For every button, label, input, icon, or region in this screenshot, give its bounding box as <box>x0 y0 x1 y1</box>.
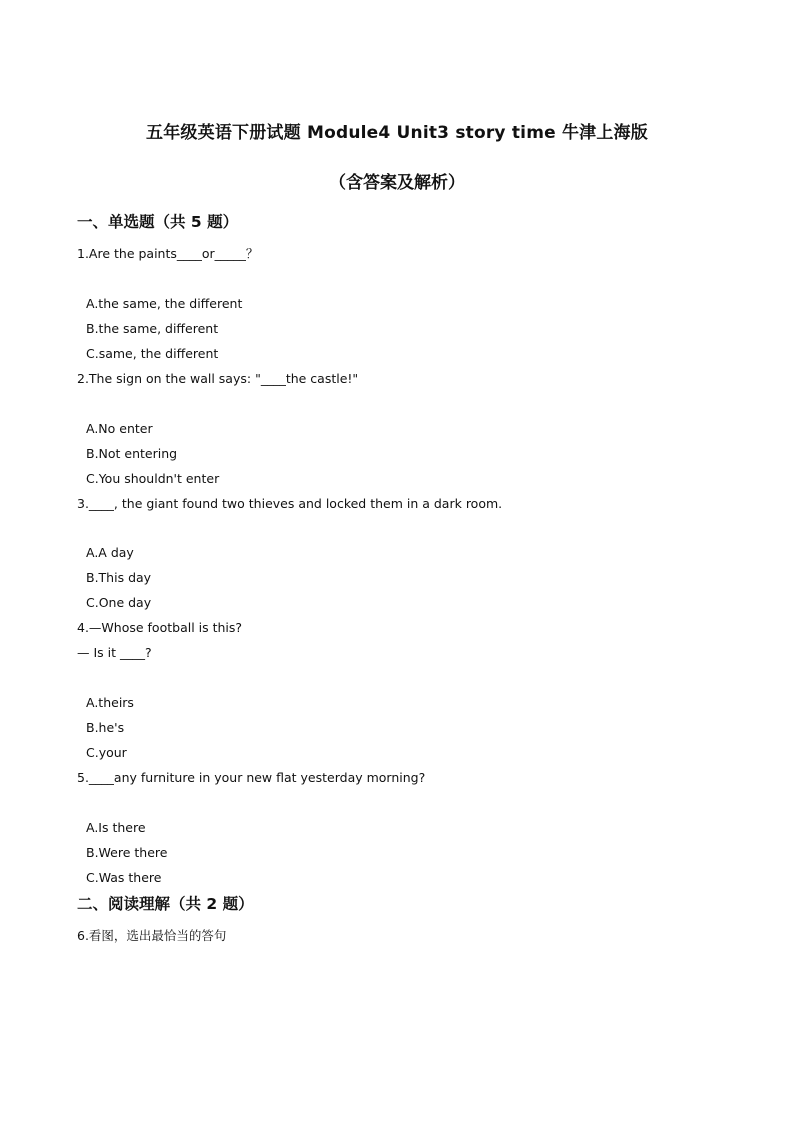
document-title: 五年级英语下册试题 Module4 Unit3 story time 牛津上海版 <box>146 123 648 143</box>
question-5-option-b: B.Were there <box>86 845 168 860</box>
question-5-option-a: A.Is there <box>86 820 146 835</box>
question-3-text: 3.____, the giant found two thieves and locked them in a dark room. <box>77 496 503 511</box>
question-3-option-a: A.A day <box>86 545 134 560</box>
question-3-option-c: C.One day <box>86 595 152 610</box>
question-2-option-c: C.You shouldn't enter <box>86 471 220 486</box>
question-4-text-line-1: 4.—Whose football is this? <box>77 620 243 635</box>
question-1-option-c: C.same, the different <box>86 346 219 361</box>
question-5-text: 5.____any furniture in your new flat yesterday morning? <box>77 770 426 785</box>
section-heading-single-choice: 一、单选题（共 5 题） <box>77 213 239 231</box>
document-subtitle: （含答案及解析） <box>329 173 465 193</box>
question-1-option-b: B.the same, different <box>86 321 219 336</box>
question-2-option-b: B.Not entering <box>86 446 178 461</box>
question-4-option-a: A.theirs <box>86 695 134 710</box>
question-2-text: 2.The sign on the wall says: "____the castle!" <box>77 371 359 386</box>
question-1-text: 1.Are the paints____or_____？ <box>77 246 259 261</box>
question-5-option-c: C.Was there <box>86 870 162 885</box>
question-4-option-c: C.your <box>86 745 127 760</box>
question-4-option-b: B.he's <box>86 720 125 735</box>
section-heading-reading: 二、阅读理解（共 2 题） <box>77 895 254 913</box>
question-3-option-b: B.This day <box>86 570 152 585</box>
question-2-option-a: A.No enter <box>86 421 153 436</box>
question-4-text-line-2: — Is it ____? <box>77 645 152 660</box>
question-1-option-a: A.the same, the different <box>86 296 243 311</box>
question-6-text: 6.看图，选出最恰当的答句 <box>77 928 227 943</box>
